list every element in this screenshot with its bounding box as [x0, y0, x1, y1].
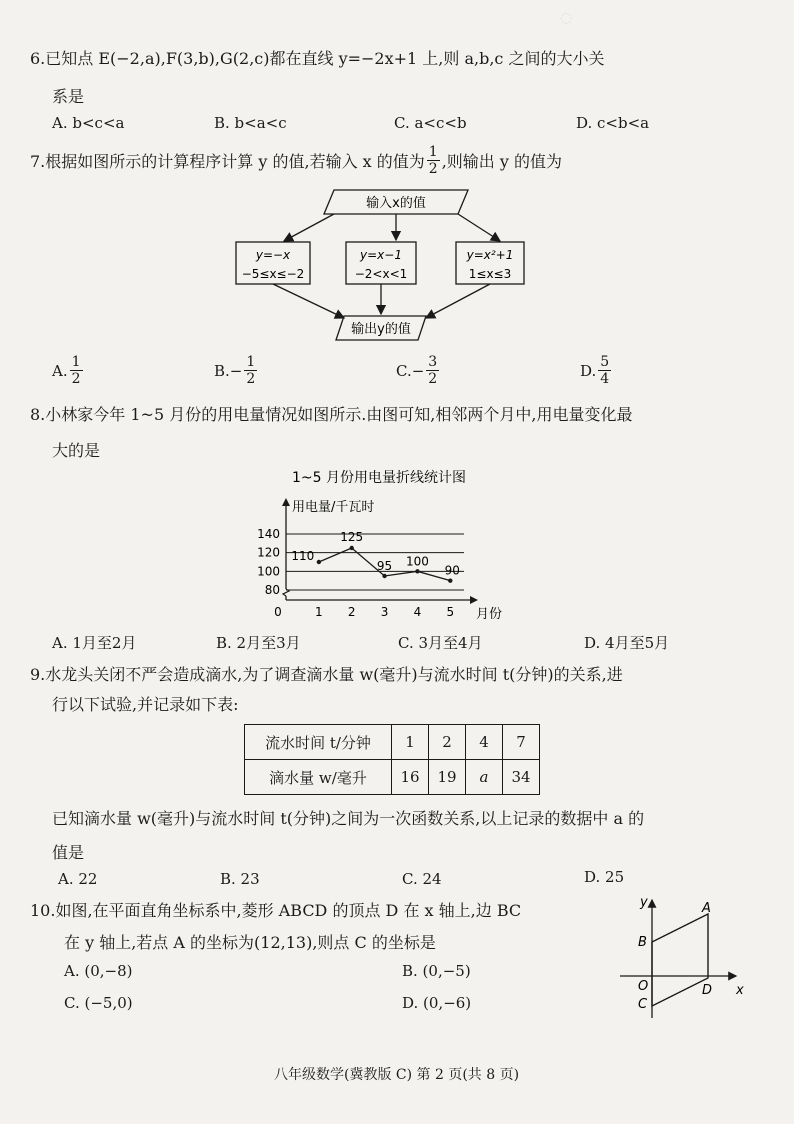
label-o: O	[638, 979, 649, 994]
q8-stem-line2: 大的是	[52, 441, 101, 460]
table-cell: 流水时间 t/分钟	[245, 725, 392, 760]
q7-option-b-label: B.	[214, 361, 230, 380]
q7-option-c-num: 3	[428, 354, 438, 370]
q7-option-c-label: C.	[396, 361, 412, 380]
table-cell: 19	[429, 760, 466, 795]
data-point	[317, 560, 321, 564]
q7-option-b	[214, 354, 259, 387]
q7-option-a-num: 1	[71, 354, 81, 370]
bleed-through-mark: ◌	[560, 10, 573, 26]
y-tick-label: 80	[264, 583, 280, 597]
chart-ylabel: 用电量/千瓦时	[292, 500, 375, 515]
label-a: A	[702, 901, 711, 916]
x-tick-label: 4	[413, 605, 422, 619]
q10-stem-line2: 在 y 轴上,若点 A 的坐标为(12,13),则点 C 的坐标是	[64, 933, 436, 952]
table-cell: 7	[503, 725, 540, 760]
q7-option-b-num: 1	[246, 354, 256, 370]
q10-option-b: B. (0,−5)	[402, 962, 471, 980]
table-cell: 16	[392, 760, 429, 795]
x-tick-label: 2	[347, 605, 356, 619]
data-point	[382, 574, 386, 578]
flow-arrow-left-down	[284, 214, 334, 241]
q7-stem	[30, 144, 562, 177]
flow-output-label: 输出y的值	[351, 322, 411, 337]
flow-arrow-left-up	[273, 284, 344, 318]
q6-stem-line1: 6.已知点 E(−2,a),F(3,b),G(2,c)都在直线 y=−2x+1 上,则 a,b,c 之间的大小关	[30, 49, 605, 68]
x-tick-label: 1	[315, 605, 323, 619]
data-label: 125	[340, 530, 364, 544]
q7-option-c-sign: −	[411, 361, 425, 380]
flow-arrow-right-down	[458, 214, 500, 241]
q8-line-chart	[240, 462, 530, 628]
q9-option-d: D. 25	[584, 868, 625, 886]
data-point	[350, 546, 354, 550]
q10-option-c: C. (−5,0)	[64, 994, 133, 1012]
y-tick-label: 120	[257, 545, 280, 560]
q7-option-d	[580, 354, 613, 387]
q7-option-d-num: 5	[600, 354, 610, 370]
q7-option-c	[396, 354, 441, 387]
y-tick-label: 100	[257, 564, 280, 579]
q7-option-c-frac	[426, 354, 439, 387]
data-point	[415, 569, 419, 573]
flow-box-2-range: −2<x<1	[354, 267, 408, 281]
q6-option-c: C. a<c<b	[394, 114, 467, 132]
x-axis-arrow	[470, 596, 478, 604]
q8-option-d: D. 4月至5月	[584, 634, 670, 652]
q8-option-c: C. 3月至4月	[398, 634, 483, 652]
q9-stem-line3: 已知滴水量 w(毫升)与流水时间 t(分钟)之间为一次函数关系,以上记录的数据中 a 的	[52, 809, 645, 828]
q7-option-a-den: 2	[71, 371, 81, 387]
q6-option-b: B. b<a<c	[214, 114, 287, 132]
q7-option-b-frac	[244, 354, 257, 387]
q7-option-a-frac	[70, 354, 83, 387]
q6-option-d: D. c<b<a	[576, 114, 650, 132]
q8-option-b: B. 2月至3月	[216, 634, 301, 652]
table-row	[245, 725, 540, 760]
q7-option-c-den: 2	[428, 371, 438, 387]
q7-option-b-den: 2	[246, 371, 256, 387]
q9-stem-line1: 9.水龙头关闭不严会造成滴水,为了调查滴水量 w(毫升)与流水时间 t(分钟)的关系,进	[30, 665, 623, 684]
q7-option-a	[52, 354, 85, 387]
q7-option-a-label: A.	[52, 361, 68, 380]
chart-title: 1~5 月份用电量折线统计图	[292, 470, 466, 486]
q7-option-d-den: 4	[600, 371, 610, 387]
q9-table	[244, 724, 540, 795]
label-y: y	[640, 895, 648, 910]
data-label: 95	[376, 559, 393, 573]
flow-box-3-range: 1≤x≤3	[468, 267, 512, 281]
x-tick-label: 0	[274, 605, 282, 619]
page-footer: 八年级数学(冀教版 C) 第 2 页(共 8 页)	[274, 1067, 520, 1083]
data-label: 90	[444, 563, 460, 578]
q7-stem-frac-num: 1	[428, 144, 438, 160]
flow-box-2-formula: y=x−1	[360, 248, 402, 262]
q9-option-b: B. 23	[220, 870, 260, 888]
q6-option-a: A. b<c<a	[52, 114, 125, 132]
rhombus-abcd	[652, 914, 708, 1006]
q9-option-a: A. 22	[58, 870, 98, 888]
q7-option-d-frac	[598, 354, 611, 387]
flow-box-1-range: −5≤x≤−2	[241, 267, 305, 281]
label-d: D	[702, 983, 713, 998]
data-label: 100	[405, 554, 429, 569]
table-cell: 滴水量 w/毫升	[245, 760, 392, 795]
table-cell: a	[466, 760, 503, 795]
label-b: B	[638, 935, 647, 950]
y-tick-label: 140	[257, 527, 280, 541]
chart-xlabel: 月份	[476, 607, 503, 622]
q10-rhombus-figure	[614, 894, 754, 1024]
q9-stem-line4: 值是	[52, 843, 85, 862]
flow-arrow-right-up	[426, 284, 490, 318]
x-tick-label: 5	[446, 605, 455, 619]
q7-stem-fraction	[427, 144, 440, 177]
y-axis-arrow	[282, 498, 290, 506]
q9-option-c: C. 24	[402, 870, 442, 888]
table-cell: 2	[429, 725, 466, 760]
q7-stem-frac-den: 2	[428, 161, 438, 177]
table-cell: 4	[466, 725, 503, 760]
label-c: C	[638, 997, 648, 1012]
flow-box-1-formula: y=−x	[255, 248, 291, 262]
q8-stem-line1: 8.小林家今年 1~5 月份的用电量情况如图所示.由图可知,相邻两个月中,用电量变化最	[30, 405, 633, 424]
q6-stem-line2: 系是	[52, 87, 85, 106]
data-label: 110	[291, 549, 315, 563]
q7-option-d-label: D.	[580, 361, 597, 380]
chart-body	[257, 498, 478, 619]
label-x: x	[736, 983, 744, 998]
q7-stem-post: ,则输出 y 的值为	[441, 152, 562, 171]
q10-option-a: A. (0,−8)	[64, 962, 133, 980]
flow-box-3-formula: y=x²+1	[466, 248, 514, 262]
q9-stem-line2: 行以下试验,并记录如下表:	[52, 695, 239, 714]
q7-stem-pre: 7.根据如图所示的计算程序计算 y 的值,若输入 x 的值为	[30, 152, 425, 171]
table-cell: 34	[503, 760, 540, 795]
q10-stem-line1: 10.如图,在平面直角坐标系中,菱形 ABCD 的顶点 D 在 x 轴上,边 BC	[30, 901, 522, 920]
data-point	[448, 578, 452, 582]
q7-flowchart	[230, 186, 530, 346]
table-cell: 1	[392, 725, 429, 760]
table-row	[245, 760, 540, 795]
x-tick-label: 3	[380, 605, 389, 619]
q10-option-d: D. (0,−6)	[402, 994, 472, 1012]
q7-option-b-sign: −	[229, 361, 243, 380]
flow-input-label: 输入x的值	[366, 196, 426, 211]
q8-option-a: A. 1月至2月	[52, 634, 137, 652]
